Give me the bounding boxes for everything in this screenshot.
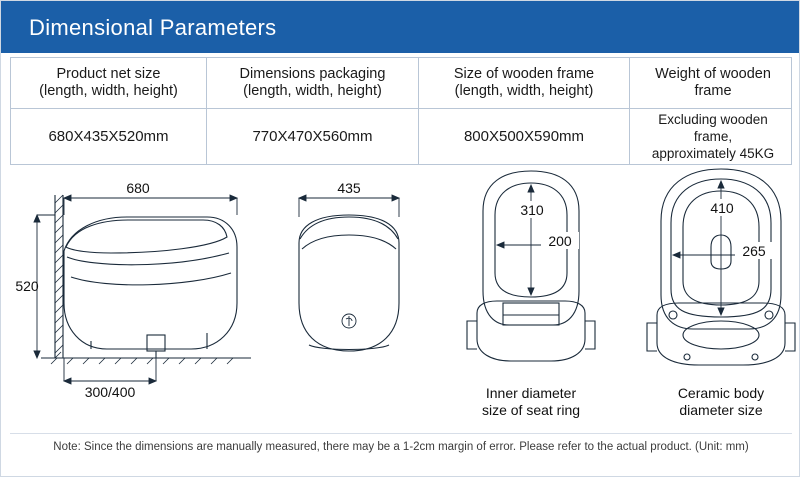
- dim-depth-300-400: 300/400: [84, 384, 136, 398]
- value-dimensions-packaging: 770X470X560mm: [207, 109, 419, 165]
- seat-ring-caption-line1: Inner diameter: [485, 385, 577, 401]
- header-line2: (length, width, height): [454, 83, 594, 99]
- dim-ceramic-410: 410: [710, 200, 734, 216]
- dim-seat-ring-310: 310: [520, 202, 544, 218]
- ceramic-body-caption-line2: diameter size: [679, 402, 763, 418]
- ceramic-body-caption-line1: Ceramic body: [677, 385, 765, 401]
- dim-seat-ring-200: 200: [548, 233, 572, 249]
- value-product-net-size: 680X435X520mm: [11, 109, 207, 165]
- footer-note: Note: Since the dimensions are manually measured, there may be a 1-2cm margin of error. Please refer to the actual product. (Unit: mm): [53, 441, 749, 453]
- footer-divider: [10, 433, 792, 434]
- drawings-area: [1, 153, 800, 433]
- dim-length-680: 680: [126, 180, 150, 196]
- specs-table: [10, 57, 792, 165]
- table-header-row: [11, 58, 792, 109]
- page-title: Dimensional Parameters: [29, 15, 277, 40]
- dim-ceramic-265: 265: [742, 243, 766, 259]
- header-line2: (length, width, height): [39, 83, 178, 99]
- page-header: [1, 1, 800, 53]
- header-line1: Size of wooden frame: [453, 66, 595, 82]
- header-line2: (length, width, height): [243, 83, 382, 99]
- seat-ring-drawing: [441, 163, 621, 378]
- value-line2: approximately 45KG: [651, 146, 775, 161]
- header-line1: Dimensions packaging: [239, 66, 386, 82]
- header-dimensions-packaging: [207, 58, 419, 109]
- seat-ring-caption: [431, 385, 631, 419]
- header-size-of-wooden-frame: [419, 58, 630, 109]
- ceramic-body-drawing: [631, 163, 800, 378]
- ceramic-body-caption: [621, 385, 800, 419]
- value-line1: Excluding wooden frame,: [658, 112, 768, 144]
- header-line2: frame: [694, 83, 732, 99]
- dim-height-520: 520: [15, 278, 39, 294]
- header-line1: Weight of wooden: [655, 66, 771, 82]
- side-view-drawing: [11, 153, 261, 398]
- header-product-net-size: [11, 58, 207, 109]
- seat-ring-caption-line2: size of seat ring: [481, 402, 581, 418]
- dim-width-435: 435: [337, 180, 361, 196]
- header-line1: Product net size: [56, 66, 161, 82]
- value-size-of-wooden-frame: 800X500X590mm: [419, 109, 630, 165]
- header-weight-of-wooden-frame: [630, 58, 792, 109]
- front-view-drawing: [269, 153, 429, 398]
